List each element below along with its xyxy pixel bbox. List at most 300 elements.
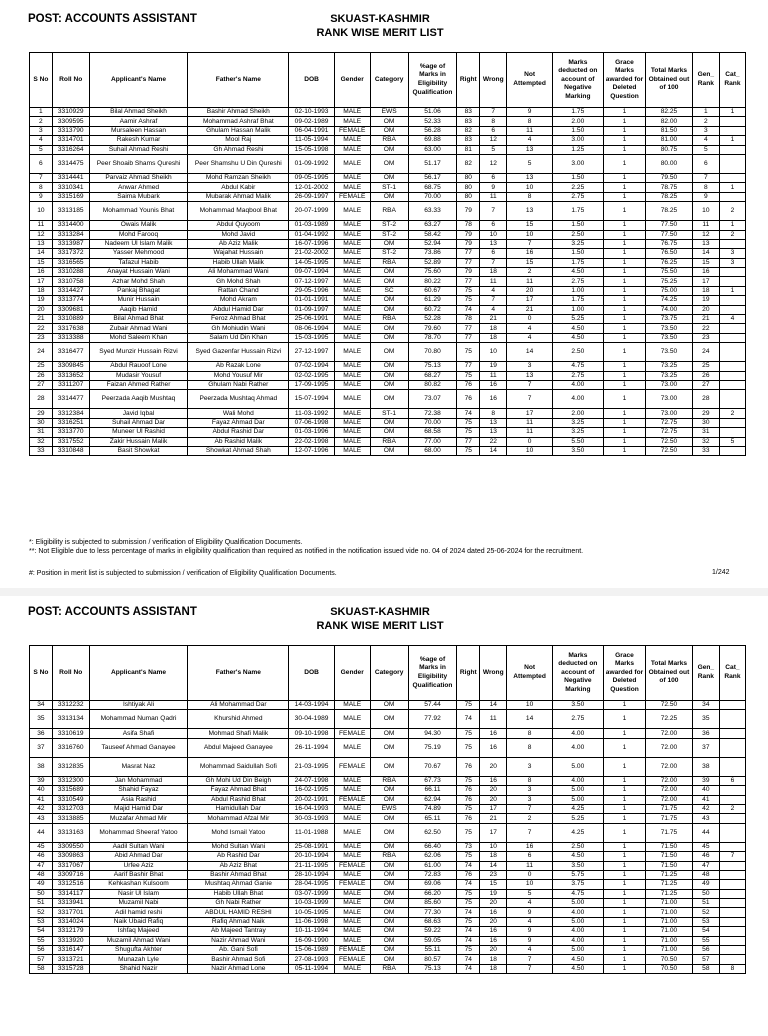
cell-gender: FEMALE bbox=[334, 729, 370, 738]
cell-sno: 6 bbox=[30, 154, 53, 173]
cell-category: RBA bbox=[370, 136, 408, 145]
cell-cat-rank: 2 bbox=[719, 804, 745, 813]
cell-roll: 3314427 bbox=[52, 286, 89, 295]
cell-sno: 51 bbox=[30, 899, 53, 908]
cell-total: 71.00 bbox=[646, 917, 693, 926]
cell-cat-rank bbox=[719, 710, 745, 729]
cell-name: Nadeem Ul Islam Malik bbox=[89, 239, 188, 248]
cell-wrong: 11 bbox=[480, 710, 507, 729]
cell-total: 80.75 bbox=[646, 145, 693, 154]
cell-gen-rank: 29 bbox=[692, 409, 719, 418]
cell-category: OM bbox=[370, 823, 408, 842]
cell-total: 72.25 bbox=[646, 710, 693, 729]
cell-pct: 56.28 bbox=[408, 126, 457, 135]
cell-grace: 1 bbox=[603, 202, 645, 221]
cell-total: 82.25 bbox=[646, 108, 693, 117]
cell-cat-rank bbox=[719, 955, 745, 964]
cell-right: 79 bbox=[457, 239, 480, 248]
table-row bbox=[30, 757, 746, 776]
table-row bbox=[30, 814, 746, 823]
cell-grace: 1 bbox=[603, 823, 645, 842]
cell-gen-rank: 52 bbox=[692, 908, 719, 917]
cell-dob: 14-03-1994 bbox=[289, 701, 335, 710]
cell-wrong: 4 bbox=[480, 286, 507, 295]
cell-not-attempted: 10 bbox=[507, 183, 553, 192]
cell-name: Jan Mohammad bbox=[89, 776, 188, 785]
cell-sno: 15 bbox=[30, 258, 53, 267]
cell-sno: 2 bbox=[30, 117, 53, 126]
cell-father: Wajahat Hussain bbox=[188, 249, 289, 258]
cell-gen-rank: 38 bbox=[692, 757, 719, 776]
cell-gender: MALE bbox=[334, 786, 370, 795]
cell-cat-rank bbox=[719, 795, 745, 804]
cell-neg: 1.50 bbox=[552, 173, 603, 182]
column-header-gen-rank: Gen_ Rank bbox=[692, 646, 719, 701]
list-heading bbox=[300, 605, 460, 633]
table-row bbox=[30, 202, 746, 221]
cell-sno: 20 bbox=[30, 305, 53, 314]
cell-right: 75 bbox=[457, 823, 480, 842]
cell-sno: 12 bbox=[30, 230, 53, 239]
cell-name: Munazah Lyle bbox=[89, 955, 188, 964]
cell-sno: 41 bbox=[30, 795, 53, 804]
table-row bbox=[30, 371, 746, 380]
cell-gender: FEMALE bbox=[334, 795, 370, 804]
cell-father: Rattan Chand bbox=[188, 286, 289, 295]
cell-roll: 3312703 bbox=[52, 804, 89, 813]
cell-right: 74 bbox=[457, 861, 480, 870]
cell-dob: 09-05-1995 bbox=[289, 173, 335, 182]
cell-total: 72.50 bbox=[646, 701, 693, 710]
cell-grace: 1 bbox=[603, 192, 645, 201]
cell-roll: 3312179 bbox=[52, 927, 89, 936]
cell-wrong: 17 bbox=[480, 804, 507, 813]
cell-gen-rank: 20 bbox=[692, 305, 719, 314]
cell-father: Ab Majeed Tantray bbox=[188, 927, 289, 936]
column-header-father: Father's Name bbox=[188, 53, 289, 108]
cell-not-attempted: 11 bbox=[507, 428, 553, 437]
cell-roll: 3310619 bbox=[52, 729, 89, 738]
cell-roll: 3313652 bbox=[52, 371, 89, 380]
cell-roll: 3314441 bbox=[52, 173, 89, 182]
table-row bbox=[30, 230, 746, 239]
cell-name: Aamir Ashraf bbox=[89, 117, 188, 126]
cell-grace: 1 bbox=[603, 117, 645, 126]
cell-gen-rank: 23 bbox=[692, 333, 719, 342]
cell-name: Muzafar Ahmad Mir bbox=[89, 814, 188, 823]
org-name: SKUAST-KASHMIR bbox=[330, 13, 430, 25]
cell-roll: 3316477 bbox=[52, 343, 89, 362]
table-row bbox=[30, 117, 746, 126]
cell-gen-rank: 37 bbox=[692, 738, 719, 757]
cell-dob: 21-11-1995 bbox=[289, 861, 335, 870]
cell-neg: 2.75 bbox=[552, 710, 603, 729]
cell-roll: 3314117 bbox=[52, 889, 89, 898]
cell-roll: 3310929 bbox=[52, 108, 89, 117]
cell-name: Adil hamid reshi bbox=[89, 908, 188, 917]
cell-category: OM bbox=[370, 842, 408, 851]
cell-roll: 3310549 bbox=[52, 795, 89, 804]
cell-grace: 1 bbox=[603, 946, 645, 955]
cell-neg: 5.00 bbox=[552, 795, 603, 804]
cell-dob: 22-02-1998 bbox=[289, 437, 335, 446]
cell-right: 79 bbox=[457, 230, 480, 239]
cell-category: OM bbox=[370, 880, 408, 889]
cell-wrong: 10 bbox=[480, 230, 507, 239]
cell-gen-rank: 18 bbox=[692, 286, 719, 295]
cell-gen-rank: 48 bbox=[692, 870, 719, 879]
column-header-cat-rank: Cat_ Rank bbox=[719, 53, 745, 108]
cell-grace: 1 bbox=[603, 324, 645, 333]
cell-not-attempted: 7 bbox=[507, 804, 553, 813]
cell-not-attempted: 3 bbox=[507, 786, 553, 795]
table-row bbox=[30, 390, 746, 409]
cell-wrong: 16 bbox=[480, 908, 507, 917]
cell-sno: 16 bbox=[30, 268, 53, 277]
cell-wrong: 5 bbox=[480, 145, 507, 154]
cell-sno: 52 bbox=[30, 908, 53, 917]
cell-gender: MALE bbox=[334, 428, 370, 437]
cell-roll: 3310341 bbox=[52, 183, 89, 192]
cell-name: Urfee Aziz bbox=[89, 861, 188, 870]
cell-neg: 4.00 bbox=[552, 738, 603, 757]
cell-sno: 13 bbox=[30, 239, 53, 248]
post-title: POST: ACCOUNTS ASSISTANT bbox=[28, 13, 197, 25]
table-row bbox=[30, 333, 746, 342]
cell-dob: 30-04-1989 bbox=[289, 710, 335, 729]
cell-dob: 14-05-1995 bbox=[289, 258, 335, 267]
cell-neg: 4.50 bbox=[552, 955, 603, 964]
cell-cat-rank bbox=[719, 927, 745, 936]
cell-cat-rank bbox=[719, 814, 745, 823]
cell-gen-rank: 51 bbox=[692, 899, 719, 908]
cell-roll: 3313721 bbox=[52, 955, 89, 964]
cell-pct: 62.50 bbox=[408, 823, 457, 842]
cell-father: Gh Nabi Rather bbox=[188, 899, 289, 908]
cell-dob: 01-03-1989 bbox=[289, 221, 335, 230]
cell-total: 75.00 bbox=[646, 286, 693, 295]
column-header-gen-rank: Gen_ Rank bbox=[692, 53, 719, 108]
cell-not-attempted: 9 bbox=[507, 927, 553, 936]
cell-sno: 40 bbox=[30, 786, 53, 795]
cell-gen-rank: 28 bbox=[692, 390, 719, 409]
cell-dob: 28-10-1994 bbox=[289, 870, 335, 879]
table-row bbox=[30, 126, 746, 135]
cell-cat-rank bbox=[719, 277, 745, 286]
cell-name: Ishfaq Majeed bbox=[89, 927, 188, 936]
cell-neg: 1.75 bbox=[552, 258, 603, 267]
cell-category: OM bbox=[370, 757, 408, 776]
cell-neg: 1.75 bbox=[552, 296, 603, 305]
cell-total: 72.00 bbox=[646, 757, 693, 776]
cell-total: 73.25 bbox=[646, 371, 693, 380]
cell-not-attempted: 4 bbox=[507, 136, 553, 145]
cell-father: Khurshid Ahmed bbox=[188, 710, 289, 729]
table-row bbox=[30, 305, 746, 314]
cell-wrong: 11 bbox=[480, 277, 507, 286]
cell-gender: MALE bbox=[334, 908, 370, 917]
cell-category: OM bbox=[370, 305, 408, 314]
cell-name: Mohammad Sheeraf Yatoo bbox=[89, 823, 188, 842]
cell-gen-rank: 6 bbox=[692, 154, 719, 173]
cell-father: Abdul Rashid Dar bbox=[188, 428, 289, 437]
cell-category: OM bbox=[370, 296, 408, 305]
cell-pct: 61.29 bbox=[408, 296, 457, 305]
cell-not-attempted: 21 bbox=[507, 305, 553, 314]
cell-father: Mohammad Saidullah Sofi bbox=[188, 757, 289, 776]
cell-category: OM bbox=[370, 239, 408, 248]
cell-cat-rank: 1 bbox=[719, 108, 745, 117]
cell-dob: 15-07-1994 bbox=[289, 390, 335, 409]
cell-category: RBA bbox=[370, 437, 408, 446]
cell-cat-rank bbox=[719, 296, 745, 305]
cell-cat-rank bbox=[719, 870, 745, 879]
cell-gender: FEMALE bbox=[334, 946, 370, 955]
cell-right: 75 bbox=[457, 343, 480, 362]
cell-pct: 51.06 bbox=[408, 108, 457, 117]
cell-wrong: 16 bbox=[480, 927, 507, 936]
cell-not-attempted: 17 bbox=[507, 409, 553, 418]
cell-total: 72.00 bbox=[646, 795, 693, 804]
cell-cat-rank: 4 bbox=[719, 315, 745, 324]
cell-gen-rank: 22 bbox=[692, 324, 719, 333]
cell-grace: 1 bbox=[603, 305, 645, 314]
cell-grace: 1 bbox=[603, 296, 645, 305]
cell-not-attempted: 7 bbox=[507, 239, 553, 248]
cell-right: 80 bbox=[457, 173, 480, 182]
cell-category: RBA bbox=[370, 258, 408, 267]
cell-category: OM bbox=[370, 324, 408, 333]
cell-gen-rank: 45 bbox=[692, 842, 719, 851]
cell-sno: 17 bbox=[30, 277, 53, 286]
cell-gen-rank: 9 bbox=[692, 192, 719, 201]
cell-right: 75 bbox=[457, 428, 480, 437]
table-row bbox=[30, 286, 746, 295]
cell-total: 71.00 bbox=[646, 908, 693, 917]
cell-cat-rank bbox=[719, 343, 745, 362]
cell-neg: 4.50 bbox=[552, 268, 603, 277]
cell-total: 76.50 bbox=[646, 249, 693, 258]
cell-gen-rank: 25 bbox=[692, 362, 719, 371]
cell-grace: 1 bbox=[603, 889, 645, 898]
cell-neg: 5.50 bbox=[552, 437, 603, 446]
cell-name: Suhail Ahmad Reshi bbox=[89, 145, 188, 154]
cell-category: OM bbox=[370, 117, 408, 126]
cell-neg: 4.00 bbox=[552, 908, 603, 917]
column-header-grace: Grace Marks awarded for Deleted Question bbox=[603, 53, 645, 108]
cell-dob: 11-06-1998 bbox=[289, 917, 335, 926]
cell-cat-rank: 2 bbox=[719, 230, 745, 239]
cell-not-attempted: 11 bbox=[507, 126, 553, 135]
cell-not-attempted: 17 bbox=[507, 296, 553, 305]
cell-total: 73.50 bbox=[646, 343, 693, 362]
cell-father: Abdul Hamid Dar bbox=[188, 305, 289, 314]
cell-right: 78 bbox=[457, 315, 480, 324]
cell-father: Gh Ahmad Reshi bbox=[188, 145, 289, 154]
cell-roll: 3312835 bbox=[52, 757, 89, 776]
cell-gender: MALE bbox=[334, 221, 370, 230]
cell-pct: 60.67 bbox=[408, 286, 457, 295]
cell-dob: 20-02-1991 bbox=[289, 795, 335, 804]
cell-category: OM bbox=[370, 701, 408, 710]
cell-neg: 2.25 bbox=[552, 183, 603, 192]
cell-roll: 3310889 bbox=[52, 315, 89, 324]
table-row bbox=[30, 852, 746, 861]
cell-name: Anayat Hussain Wani bbox=[89, 268, 188, 277]
cell-wrong: 6 bbox=[480, 126, 507, 135]
cell-cat-rank bbox=[719, 305, 745, 314]
column-header-sno: S No bbox=[30, 646, 53, 701]
cell-neg: 5.00 bbox=[552, 786, 603, 795]
table-row bbox=[30, 823, 746, 842]
cell-roll: 3313770 bbox=[52, 428, 89, 437]
cell-roll: 3314477 bbox=[52, 390, 89, 409]
cell-gen-rank: 57 bbox=[692, 955, 719, 964]
cell-gender: MALE bbox=[334, 315, 370, 324]
cell-name: Naik Ubaid Rafiq bbox=[89, 917, 188, 926]
cell-cat-rank bbox=[719, 418, 745, 427]
cell-father: Ab. Gani Sofi bbox=[188, 946, 289, 955]
cell-category: OM bbox=[370, 268, 408, 277]
cell-wrong: 10 bbox=[480, 842, 507, 851]
cell-right: 77 bbox=[457, 258, 480, 267]
cell-not-attempted: 16 bbox=[507, 249, 553, 258]
cell-sno: 23 bbox=[30, 333, 53, 342]
cell-neg: 3.25 bbox=[552, 418, 603, 427]
cell-dob: 01-09-1992 bbox=[289, 154, 335, 173]
cell-wrong: 14 bbox=[480, 861, 507, 870]
cell-name: Peer Shoaib Shams Qureshi bbox=[89, 154, 188, 173]
cell-neg: 3.00 bbox=[552, 154, 603, 173]
cell-gen-rank: 21 bbox=[692, 315, 719, 324]
table-row bbox=[30, 795, 746, 804]
cell-gen-rank: 3 bbox=[692, 126, 719, 135]
cell-wrong: 13 bbox=[480, 428, 507, 437]
table-row bbox=[30, 927, 746, 936]
table-row bbox=[30, 380, 746, 389]
cell-neg: 2.00 bbox=[552, 117, 603, 126]
cell-wrong: 12 bbox=[480, 154, 507, 173]
cell-right: 75 bbox=[457, 852, 480, 861]
table-row bbox=[30, 362, 746, 371]
cell-neg: 3.50 bbox=[552, 701, 603, 710]
cell-sno: 44 bbox=[30, 823, 53, 842]
cell-gen-rank: 34 bbox=[692, 701, 719, 710]
cell-not-attempted: 3 bbox=[507, 795, 553, 804]
cell-gen-rank: 24 bbox=[692, 343, 719, 362]
cell-cat-rank bbox=[719, 239, 745, 248]
cell-gen-rank: 12 bbox=[692, 230, 719, 239]
table-header-row bbox=[30, 53, 746, 108]
cell-pct: 66.20 bbox=[408, 889, 457, 898]
merit-table bbox=[29, 52, 746, 456]
cell-sno: 46 bbox=[30, 852, 53, 861]
cell-category: OM bbox=[370, 371, 408, 380]
cell-dob: 26-11-1994 bbox=[289, 738, 335, 757]
cell-neg: 5.00 bbox=[552, 899, 603, 908]
cell-roll: 3317701 bbox=[52, 908, 89, 917]
column-header-roll: Roll No bbox=[52, 646, 89, 701]
cell-wrong: 19 bbox=[480, 362, 507, 371]
cell-not-attempted: 14 bbox=[507, 710, 553, 729]
cell-gender: MALE bbox=[334, 437, 370, 446]
cell-father: Mohd Javid bbox=[188, 230, 289, 239]
cell-wrong: 20 bbox=[480, 917, 507, 926]
cell-category: ST-1 bbox=[370, 409, 408, 418]
cell-dob: 05-11-1994 bbox=[289, 964, 335, 973]
cell-roll: 3309716 bbox=[52, 870, 89, 879]
cell-not-attempted: 2 bbox=[507, 268, 553, 277]
cell-cat-rank bbox=[719, 126, 745, 135]
cell-total: 73.00 bbox=[646, 380, 693, 389]
cell-gender: MALE bbox=[334, 380, 370, 389]
cell-category: OM bbox=[370, 861, 408, 870]
cell-grace: 1 bbox=[603, 428, 645, 437]
table-row bbox=[30, 889, 746, 898]
cell-pct: 52.33 bbox=[408, 117, 457, 126]
cell-neg: 1.00 bbox=[552, 305, 603, 314]
cell-father: Mohmad Shafi Malik bbox=[188, 729, 289, 738]
cell-sno: 34 bbox=[30, 701, 53, 710]
cell-right: 76 bbox=[457, 757, 480, 776]
cell-father: Gh Mohi Ud Din Beigh bbox=[188, 776, 289, 785]
cell-total: 80.00 bbox=[646, 154, 693, 173]
cell-not-attempted: 7 bbox=[507, 390, 553, 409]
cell-father: Ab Razak Lone bbox=[188, 362, 289, 371]
cell-neg: 4.50 bbox=[552, 333, 603, 342]
cell-total: 73.50 bbox=[646, 324, 693, 333]
cell-right: 77 bbox=[457, 333, 480, 342]
table-row bbox=[30, 173, 746, 182]
cell-gender: MALE bbox=[334, 296, 370, 305]
cell-grace: 1 bbox=[603, 286, 645, 295]
cell-wrong: 8 bbox=[480, 409, 507, 418]
cell-sno: 36 bbox=[30, 729, 53, 738]
cell-pct: 61.00 bbox=[408, 861, 457, 870]
cell-wrong: 18 bbox=[480, 964, 507, 973]
cell-cat-rank bbox=[719, 268, 745, 277]
cell-gen-rank: 33 bbox=[692, 446, 719, 455]
cell-wrong: 14 bbox=[480, 446, 507, 455]
cell-dob: 20-07-1999 bbox=[289, 202, 335, 221]
cell-roll: 3316264 bbox=[52, 145, 89, 154]
cell-cat-rank: 2 bbox=[719, 409, 745, 418]
cell-right: 75 bbox=[457, 804, 480, 813]
cell-category: OM bbox=[370, 390, 408, 409]
cell-not-attempted: 9 bbox=[507, 908, 553, 917]
cell-total: 71.00 bbox=[646, 946, 693, 955]
cell-neg: 4.00 bbox=[552, 380, 603, 389]
cell-cat-rank bbox=[719, 729, 745, 738]
cell-dob: 11-01-1988 bbox=[289, 823, 335, 842]
cell-right: 80 bbox=[457, 183, 480, 192]
cell-gender: FEMALE bbox=[334, 861, 370, 870]
cell-dob: 26-09-1997 bbox=[289, 192, 335, 201]
cell-right: 76 bbox=[457, 814, 480, 823]
cell-grace: 1 bbox=[603, 239, 645, 248]
cell-category: OM bbox=[370, 927, 408, 936]
cell-cat-rank bbox=[719, 324, 745, 333]
cell-dob: 16-09-1990 bbox=[289, 936, 335, 945]
cell-roll: 3312516 bbox=[52, 880, 89, 889]
cell-right: 79 bbox=[457, 268, 480, 277]
cell-roll: 3317638 bbox=[52, 324, 89, 333]
cell-category: OM bbox=[370, 380, 408, 389]
cell-right: 75 bbox=[457, 286, 480, 295]
cell-neg: 3.25 bbox=[552, 239, 603, 248]
cell-roll: 3315169 bbox=[52, 192, 89, 201]
cell-not-attempted: 4 bbox=[507, 899, 553, 908]
